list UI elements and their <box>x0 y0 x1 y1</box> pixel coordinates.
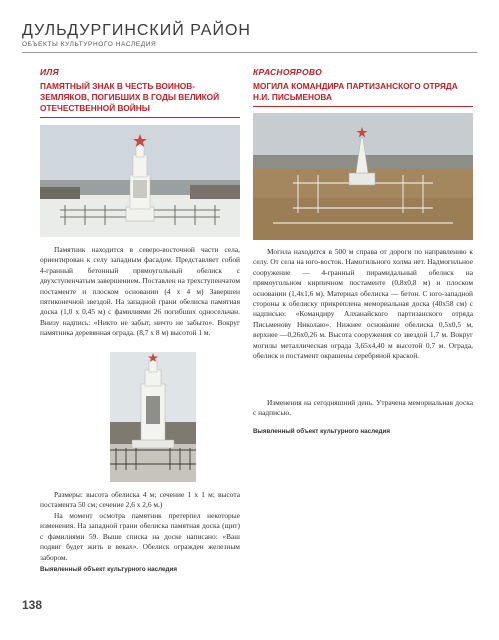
right-paragraph-1: Могила находится в 500 м справа от дороги по направлению к селу. От села на юго-восток. Намогильного холма нет. Надмогильное сооружение — 4-гранный пирамидальный обелиск на прямоугольном кирпичном постаменте (0,8х0,8 м) и плоском основании (1,4х1,6 м). Материал обелиска — бетон. С юго-западной стороны к обелиску прикреплена мемориальная доска (40х58 см) с надписью: «Командиру Алханайского партизанского отряда Письменову Николаю». Нижнее основание обелиска 0,5х0,5 м, верхнее —0,26х0,26 м. Высота сооружения со звездой 1,7 м. Вокруг могилы металлическая ограда 3,65х4,40 м высотой 0,7 м. Ограда, обелиск и постамент окрашены серебряной краской. <box>253 247 473 361</box>
location-krasnoyarovo: КРАСНОЯРОВО <box>253 67 323 77</box>
photo-obelisk-winter <box>40 125 240 237</box>
location-ilya: ИЛЯ <box>40 67 60 77</box>
page-header-subtitle: ОБЪЕКТЫ КУЛЬТУРНОГО НАСЛЕДИЯ <box>22 41 157 48</box>
right-paragraph-2: Изменения на сегодняшний день. Утрачена мемориальная доска с надписью. <box>253 398 473 418</box>
header-rule <box>22 52 477 53</box>
photo-obelisk-fence <box>110 352 196 482</box>
heading-memorial-sign: ПАМЯТНЫЙ ЗНАК В ЧЕСТЬ ВОИНОВ-ЗЕМЛЯКОВ, ПОГИБШИХ В ГОДЫ ВЕЛИКОЙ ОТЕЧЕСТВЕННОЙ ВОЙНЫ <box>40 81 220 113</box>
left-paragraph-2: На момент осмотра памятник претерпел некоторые изменения. На западной грани обелиска памятная доска (щит) с фамилиями 59. Выше списка на доске написано: «Ваш подвиг будет жить в веках». Обелиск огражден железным забором. <box>40 511 240 562</box>
left-heritage-note: Выявленный объект культурного наследия <box>40 566 178 573</box>
heading-grave-commander: МОГИЛА КОМАНДИРА ПАРТИЗАНСКОГО ОТРЯДА Н.И. ПИСЬМЕНОВА <box>253 81 458 102</box>
photo-grave-obelisk <box>253 113 473 240</box>
page-header-title: ДУЛЬДУРГИНСКИЙ РАЙОН <box>22 22 251 39</box>
heading-rule-right <box>253 106 473 107</box>
page-number: 138 <box>22 598 43 612</box>
left-sizes: Размеры: высота обелиска 4 м; сечение 1 х 1 м; высота постамента 50 см; сечение 2,6 х 2,6 м.) <box>40 490 240 510</box>
heading-rule-left <box>40 117 240 118</box>
right-heritage-note: Выявленный объект культурного наследия <box>253 428 391 435</box>
left-paragraph-1: Памятник находится в северо-восточной части села, ориентирован к селу западным фасадом. Представляет собой 4-гранный бетонный прямоугольный обелиск с двухступенчатым завершением. Поставлен на трехступенчатом постаменте и плоском основании (4 х 4 м) Завершен пятиконечной звездой. На западной грани обелиска памятная доска (1,0 х 0,45 м) с фамилиями 26 погибших односельчан. Внизу надпись: «Никто не забыт, ничто не забыто». Вокруг памятника деревянная ограда. (8,7 х 8 м) высотой 1 м. <box>40 245 240 338</box>
